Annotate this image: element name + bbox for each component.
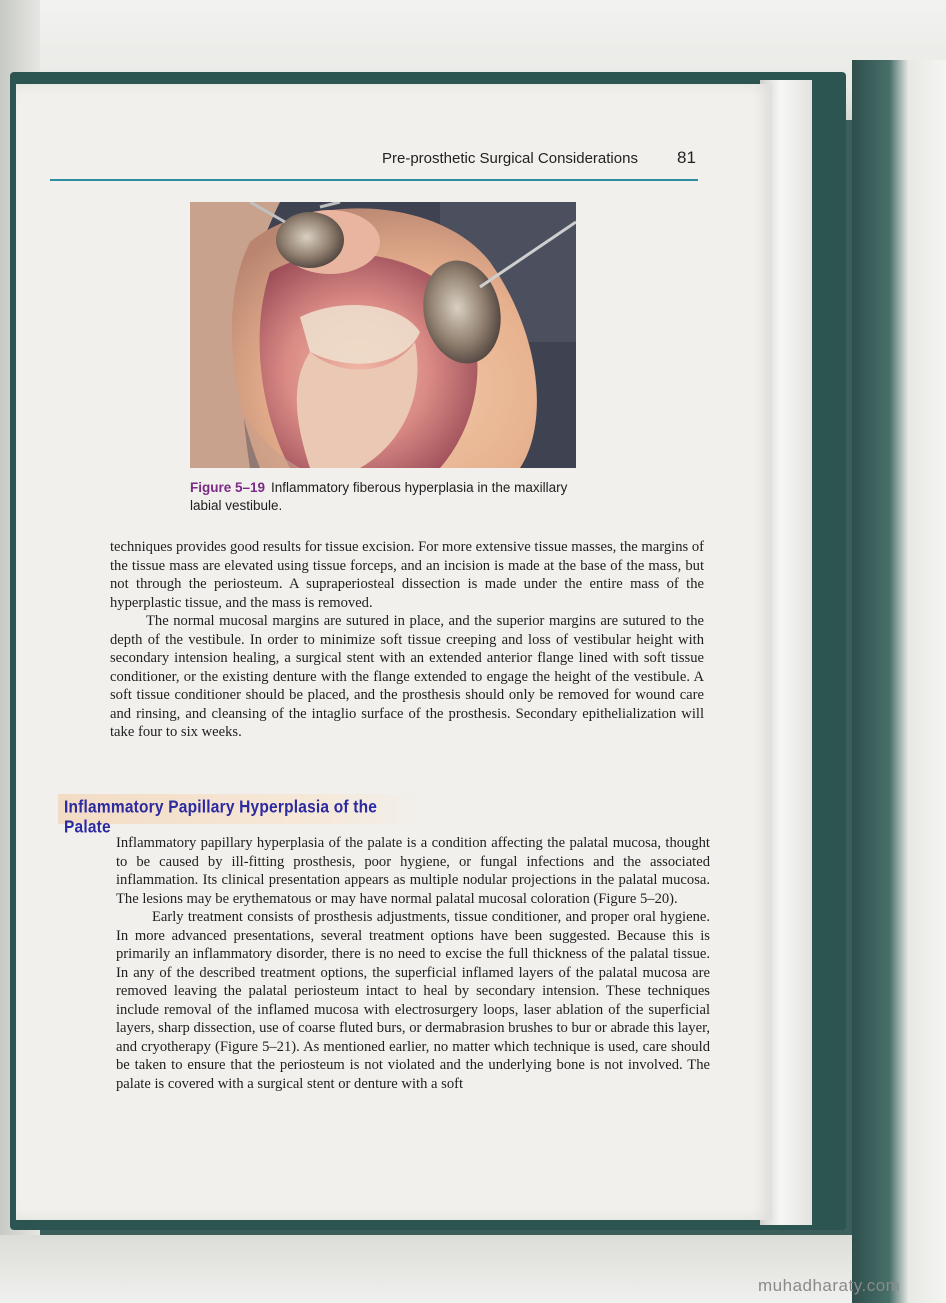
- figure-label: Figure 5–19: [190, 480, 266, 495]
- body-text-top: [110, 538, 704, 742]
- paragraph: The normal mucosal margins are sutured in place, and the superior margins are sutured to the depth of the vestibule. In order to minimize soft tissue creeping and loss of vestibular height with secondary intension healing, a surgical stent with an extended anterior flange lined with soft tissue conditioner, or the existing denture with the flange extended to engage the height of the vestibule. A soft tissue conditioner should be placed, and the prosthesis should only be removed for wound care and rinsing, and cleansing of the intaglio surface of the prosthesis. Secondary epithelialization will take four to six weeks.: [110, 613, 704, 740]
- oral-photo-illustration: [190, 202, 576, 468]
- body-text-section: [116, 834, 710, 1093]
- figure-caption-text: Inflammatory fiberous hyperplasia in the maxillary labial vestibule.: [190, 480, 568, 513]
- watermark: muhadharaty.com: [758, 1276, 901, 1295]
- figure-caption: [190, 479, 570, 515]
- paragraph: Early treatment consists of prosthesis adjustments, tissue conditioner, and proper oral hygiene. In more advanced presentations, several treatment options have been suggested. Because this is primarily an inflammatory disorder, there is no need to excise the full thickness of the palatal tissue. In any of the described treatment options, the superficial inflamed layers of the palatal mucosa are removed leaving the palatal periosteum intact to heal by secondary intension. These techniques include removal of the inflamed mucosa with electrosurgery loops, laser ablation of the superficial layers, sharp dissection, use of coarse fluted burs, or dermabrasion brushes to bur or abrade this layer, and cryotherapy (Figure 5–21). As mentioned earlier, no matter which technique is used, care should be taken to ensure that the periosteum is not violated and the underlying bone is not involved. The palate is covered with a surgical stent or denture with a soft: [116, 909, 710, 1092]
- running-head: Pre-prosthetic Surgical Considerations: [382, 150, 638, 167]
- paragraph: techniques provides good results for tissue excision. For more extensive tissue masses, the margins of the tissue mass are elevated using tissue forceps, and an incision is made at the base of the mass, but not through the periosteum. A supraperiosteal dissection is made under the entire mass of the hyperplastic tissue, and the mass is removed.: [110, 539, 704, 611]
- section-heading-text: Inflammatory Papillary Hyperplasia of the Palate: [64, 798, 378, 838]
- background-right: [852, 60, 946, 1303]
- section-heading: [58, 794, 422, 838]
- paragraph: Inflammatory papillary hyperplasia of the palate is a condition affecting the palatal mucosa, thought to be caused by ill-fitting prosthesis, poor hygiene, or fungal infections and the associated inflammation. Its clinical presentation appears as multiple nodular projections in the palatal mucosa. The lesions may be erythematous or may have normal palatal mucosal coloration (Figure 5–20).: [116, 835, 710, 907]
- header-rule: [50, 179, 698, 181]
- figure-photo: [190, 202, 576, 468]
- page-number: 81: [677, 148, 696, 167]
